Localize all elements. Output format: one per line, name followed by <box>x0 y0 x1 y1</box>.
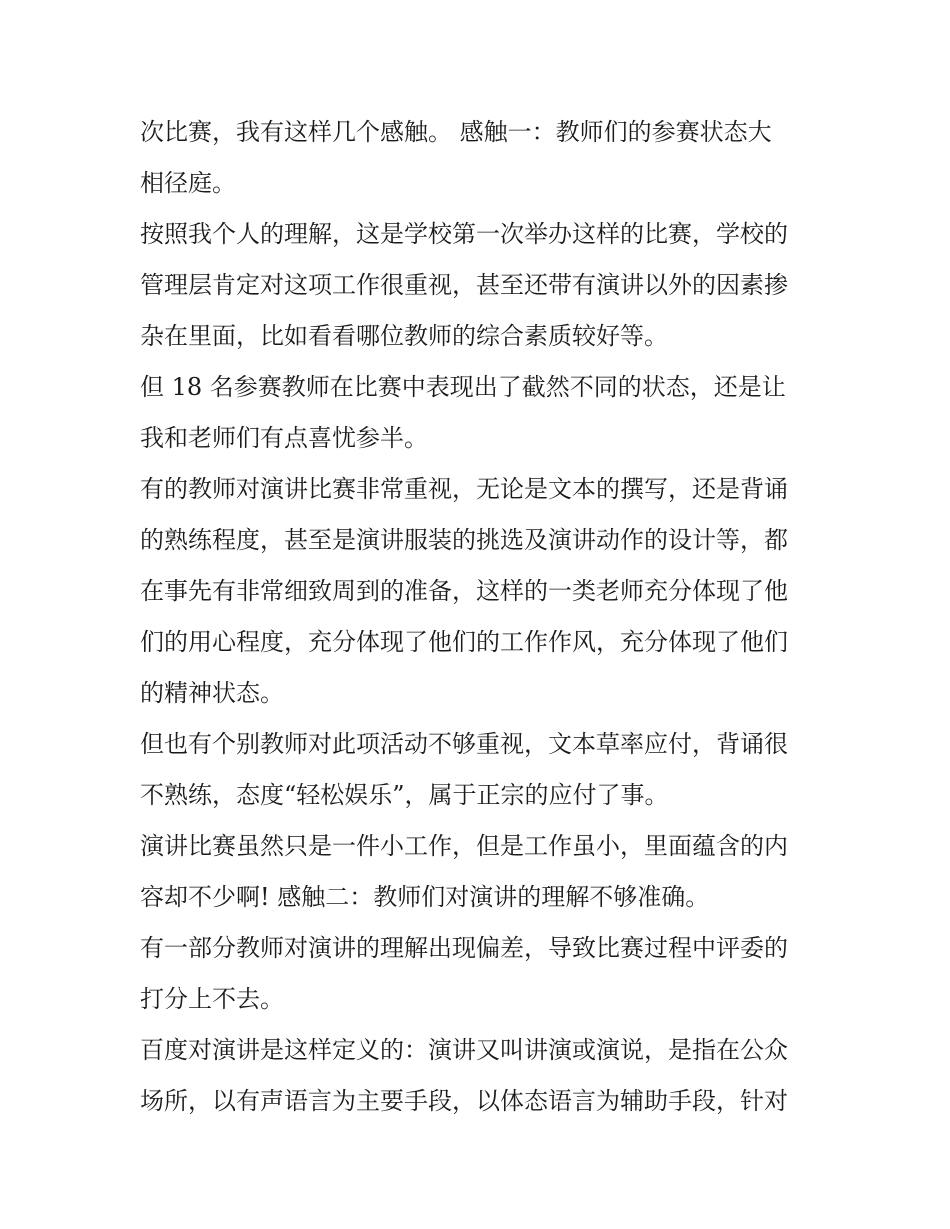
text-line: 在事先有非常细致周到的准备，这样的一类老师充分体现了他 <box>140 577 788 605</box>
text-line: 杂在里面，比如看看哪位教师的综合素质较好等。 <box>140 322 668 350</box>
text-line: 打分上不去。 <box>140 985 284 1013</box>
text-line: 管理层肯定对这项工作很重视，甚至还带有演讲以外的因素掺 <box>140 271 788 299</box>
text-line: 有的教师对演讲比赛非常重视，无论是文本的撰写，还是背诵 <box>140 475 788 503</box>
document-body <box>140 107 820 1127</box>
text-line: 演讲比赛虽然只是一件小工作，但是工作虽小，里面蕴含的内 <box>140 832 788 860</box>
text-line: 的熟练程度，甚至是演讲服装的挑选及演讲动作的设计等，都 <box>140 526 788 554</box>
text-line: 百度对演讲是这样定义的：演讲又叫讲演或演说，是指在公众 <box>140 1036 788 1064</box>
text-line: 按照我个人的理解，这是学校第一次举办这样的比赛，学校的 <box>140 220 788 248</box>
text-line: 不熟练，态度“轻松娱乐”，属于正宗的应付了事。 <box>140 781 669 809</box>
text-line: 但 18 名参赛教师在比赛中表现出了截然不同的状态，还是让 <box>140 373 786 401</box>
text-line: 相径庭。 <box>140 169 236 197</box>
text-line: 场所，以有声语言为主要手段，以体态语言为辅助手段，针对 <box>140 1087 788 1115</box>
text-line: 们的用心程度，充分体现了他们的工作作风，充分体现了他们 <box>140 628 788 656</box>
text-line: 的精神状态。 <box>140 679 284 707</box>
text-line: 次比赛，我有这样几个感触。 感触一：教师们的参赛状态大 <box>140 118 772 146</box>
text-line: 容却不少啊! 感触二：教师们对演讲的理解不够准确。 <box>140 883 710 911</box>
text-line: 我和老师们有点喜忧参半。 <box>140 424 428 452</box>
text-line: 但也有个别教师对此项活动不够重视，文本草率应付，背诵很 <box>140 730 788 758</box>
text-line: 有一部分教师对演讲的理解出现偏差，导致比赛过程中评委的 <box>140 934 788 962</box>
